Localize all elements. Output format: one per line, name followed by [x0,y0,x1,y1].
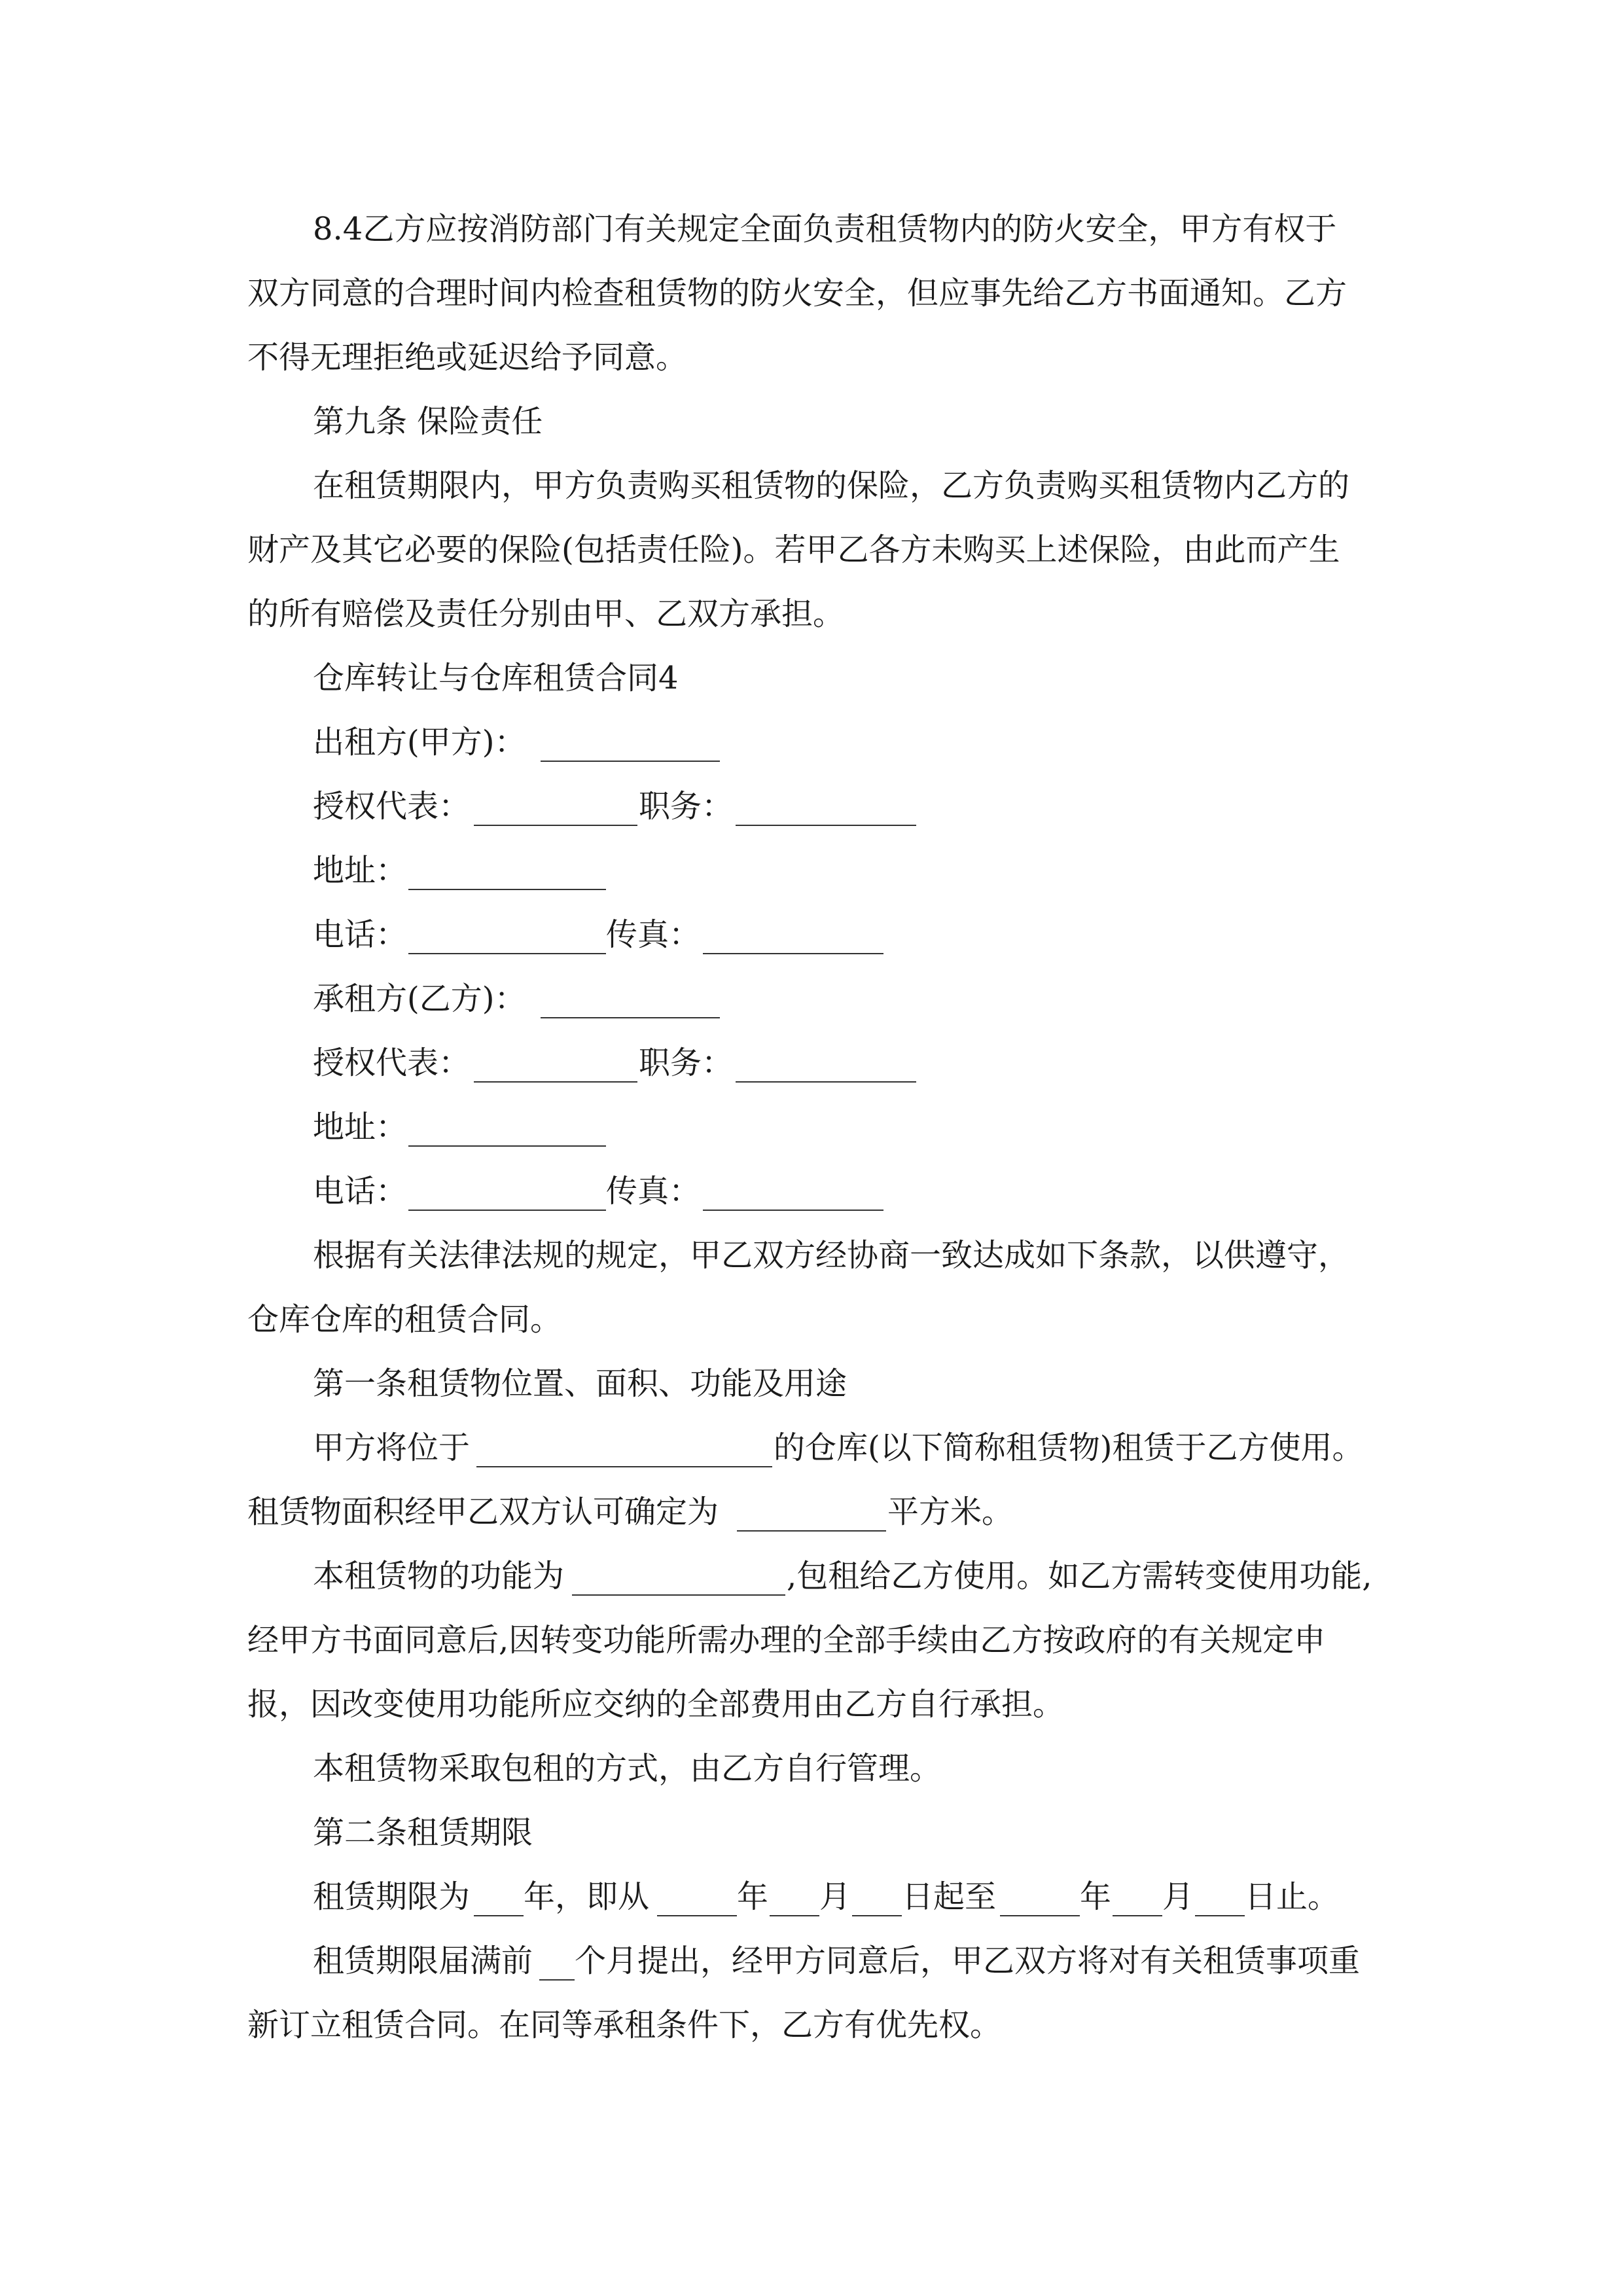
article-2-term-line: 租赁期限为 年，即从 年 月 日起至 年 月 日止。 [313,1878,1340,1915]
lessor-rep-line: 授权代表： 职务： [0,774,1623,839]
lessee-position-blank [736,1081,916,1083]
end-year-blank [1000,1915,1080,1916]
article-1-function-line-3: 报，因改变使用功能所应交纳的全部费用由乙方自行承担。 [247,1686,1065,1723]
lessor-party-line: 出租方(甲方)： [0,709,1623,775]
end-day-blank [1195,1915,1245,1916]
term-years-blank [474,1915,524,1916]
article-9-line-1: 在租赁期限内，甲方负责购买租赁物的保险，乙方负责购买租赁物内乙方的 [313,467,1350,504]
article-1-management-line: 本租赁物采取包租的方式，由乙方自行管理。 [313,1750,942,1787]
article-2-title: 第二条租赁期限 [313,1814,533,1851]
lessor-phone-blank [408,953,606,954]
lessee-address-line: 地址： [0,1094,1623,1160]
clause-8-4-line-2: 双方同意的合理时间内检查租赁物的防火安全，但应事先给乙方书面通知。乙方 [247,275,1347,312]
lessor-fax-blank [703,953,883,954]
article-9-title: 第九条 保险责任 [313,403,543,440]
lessee-fax-blank [703,1210,883,1211]
preamble-line-2: 仓库仓库的租赁合同。 [247,1301,562,1338]
lessee-phone-blank [408,1210,606,1211]
contract-title: 仓库转让与仓库租赁合同4 [313,660,679,696]
area-blank [737,1530,886,1532]
lessee-address-blank [408,1145,606,1147]
lessee-phone-line: 电话： 传真： [0,1158,1623,1224]
lessor-address-blank [408,889,606,890]
article-1-function-line-1: 本租赁物的功能为 ,包租给乙方使用。如乙方需转变使用功能, [313,1558,1372,1594]
article-2-renew-line-1: 租赁期限届满前 个月提出，经甲方同意后，甲乙双方将对有关租赁事项重 [313,1943,1361,1979]
lessor-rep-blank [474,825,637,826]
lessor-position-blank [736,825,916,826]
article-2-renew-line-2: 新订立租赁合同。在同等承租条件下，乙方有优先权。 [247,2007,1002,2043]
article-9-line-2: 财产及其它必要的保险(包括责任险)。若甲乙各方未购买上述保险，由此而产生 [247,531,1340,568]
function-blank [572,1594,785,1596]
article-1-area-line: 租赁物面积经甲乙双方认可确定为 平方米。 [247,1494,1014,1530]
preamble-line-1: 根据有关法律法规的规定，甲乙双方经协商一致达成如下条款，以供遵守， [313,1237,1350,1274]
lessee-rep-blank [474,1081,637,1083]
start-day-blank [852,1915,902,1916]
lessor-phone-line: 电话： 传真： [0,902,1623,967]
clause-8-4-line-1: 8.4乙方应按消防部门有关规定全面负责租赁物内的防火安全，甲方有权于 [313,211,1337,247]
article-9-line-3: 的所有赔偿及责任分别由甲、乙双方承担。 [247,596,845,632]
location-blank [476,1466,772,1467]
lessor-name-blank [541,761,720,762]
start-year-blank [657,1915,737,1916]
lessee-rep-line: 授权代表： 职务： [0,1030,1623,1096]
article-1-function-line-2: 经甲方书面同意后,因转变功能所需办理的全部手续由乙方按政府的有关规定申 [247,1622,1326,1659]
lessee-name-blank [541,1017,720,1018]
end-month-blank [1113,1915,1162,1916]
renew-months-blank [539,1979,575,1981]
start-month-blank [770,1915,819,1916]
clause-8-4-line-3: 不得无理拒绝或延迟给予同意。 [247,339,688,376]
lessee-party-line: 承租方(乙方)： [0,966,1623,1031]
article-1-title: 第一条租赁物位置、面积、功能及用途 [313,1365,847,1402]
lessor-address-line: 地址： [0,838,1623,903]
article-1-location-line: 甲方将位于 的仓库(以下简称租赁物)租赁于乙方使用。 [313,1429,1364,1466]
